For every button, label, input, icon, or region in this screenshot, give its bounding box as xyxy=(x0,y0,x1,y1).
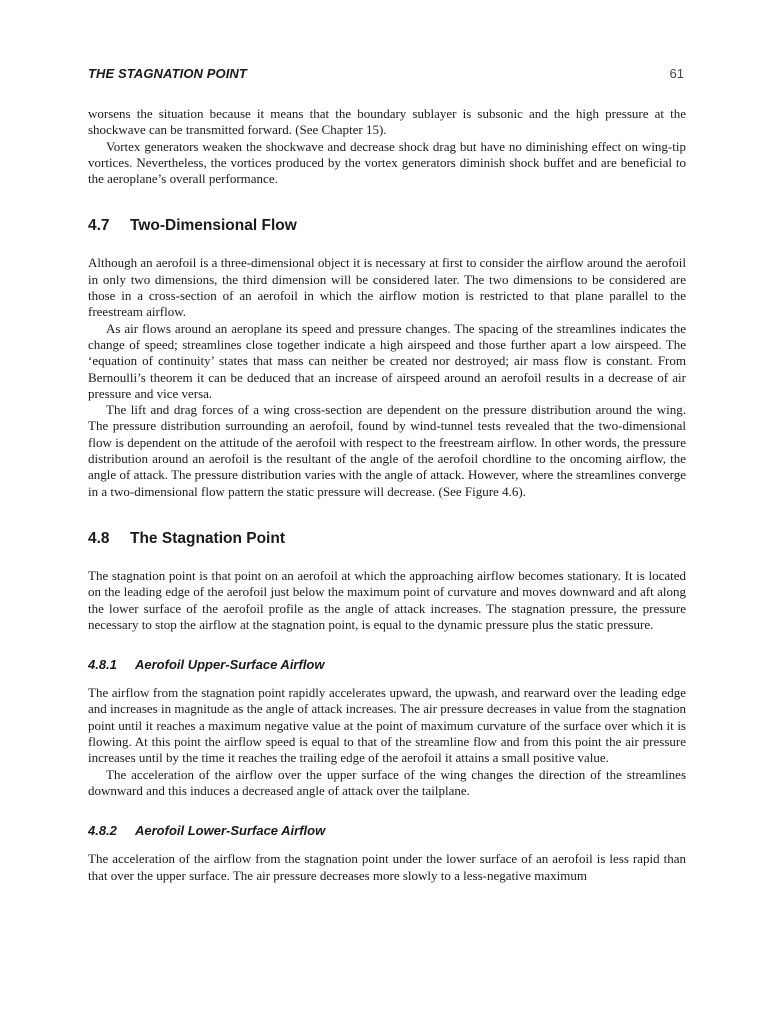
subsection-heading xyxy=(88,823,686,838)
paragraph: The lift and drag forces of a wing cross-section are dependent on the pressure distribution around the wing. The pressure distribution surrounding an aerofoil, found by wind-tunnel tests revealed that the two-dimensional flow is dependent on the attitude of the aerofoil with respect to the freestream airflow. In other words, the pressure distribution around an aerofoil is the resultant of the angle of the aerofoil chordline to the oncoming airflow, the angle of attack. The pressure distribution varies with the angle of attack. However, where the streamlines converge in a two-dimensional flow pattern the static pressure will decrease. (See Figure 4.6). xyxy=(88,402,686,499)
section-number: 4.7 xyxy=(88,217,110,235)
paragraph: The acceleration of the airflow over the upper surface of the wing changes the direction of the streamlines downward and this induces a decreased angle of attack over the tailplane. xyxy=(88,766,686,798)
paragraph: The acceleration of the airflow from the stagnation point under the lower surface of an aerofoil is less rapid than that over the upper surface. The air pressure decreases more slowly to a less-negative maximum xyxy=(88,851,686,883)
section-two-dimensional-flow xyxy=(88,217,686,499)
paragraph: The stagnation point is that point on an aerofoil at which the approaching airflow becomes stationary. It is located on the leading edge of the aerofoil just below the maximum point of curvature and moves downward and aft along the lower surface of the aerofoil profile as the angle of attack increases. The stagnation pressure, the pressure necessary to stop the airflow at the stagnation point, is equal to the dynamic pressure plus the static pressure. xyxy=(88,567,686,632)
section-title: Two-Dimensional Flow xyxy=(130,217,297,235)
paragraph: The airflow from the stagnation point rapidly accelerates upward, the upwash, and rearward over the leading edge and increases in magnitude as the angle of attack increases. The air pressure decreases in value from the stagnation point until it reaches a maximum negative value at the point of maximum curvature of the surface over which it is flowing. At this point the airflow speed is equal to that of the streamline flow and from this point the air pressure increases until by the time it reaches the trailing edge of the aerofoil it attains a small positive value. xyxy=(88,685,686,766)
section-number: 4.8 xyxy=(88,529,110,547)
subsection-lower-surface-airflow xyxy=(88,823,686,884)
document-page xyxy=(88,66,686,884)
paragraph: Vortex generators weaken the shockwave and decrease shock drag but have no diminishing effect on wing-tip vortices. Nevertheless, the vortices produced by the vortex generators diminish shock buffet and are beneficial to the aeroplane’s overall performance. xyxy=(88,138,686,187)
section-heading xyxy=(88,530,686,548)
paragraph: Although an aerofoil is a three-dimensional object it is necessary at first to consider the airflow around the aerofoil in only two dimensions, the third dimension will be considered later. The two dimensions to be considered are those in a cross-section of an aerofoil in which the airflow motion is restricted to that plane parallel to the freestream airflow. xyxy=(88,255,686,320)
page-number: 61 xyxy=(669,66,684,81)
section-heading xyxy=(88,217,686,235)
running-header xyxy=(88,66,686,88)
subsection-upper-surface-airflow xyxy=(88,657,686,799)
paragraph: worsens the situation because it means that the boundary sublayer is subsonic and the high pressure at the shockwave can be transmitted forward. (See Chapter 15). xyxy=(88,106,686,138)
intro-section xyxy=(88,106,686,187)
paragraph: As air flows around an aeroplane its speed and pressure changes. The spacing of the streamlines indicates the change of speed; streamlines close together indicate a high airspeed and those further apart a low airspeed. The ‘equation of continuity’ states that mass can neither be created nor destroyed; air mass flow is constant. From Bernoulli’s theorem it can be deduced that an increase of airspeed around an aerofoil results in a decrease of air pressure and vice versa. xyxy=(88,320,686,401)
subsection-heading xyxy=(88,657,686,672)
subsection-number: 4.8.2 xyxy=(88,823,117,839)
subsection-title: Aerofoil Upper-Surface Airflow xyxy=(135,657,325,673)
subsection-number: 4.8.1 xyxy=(88,657,117,673)
section-title: The Stagnation Point xyxy=(130,529,285,547)
section-stagnation-point xyxy=(88,530,686,633)
subsection-title: Aerofoil Lower-Surface Airflow xyxy=(135,823,326,839)
running-title: THE STAGNATION POINT xyxy=(88,66,247,81)
